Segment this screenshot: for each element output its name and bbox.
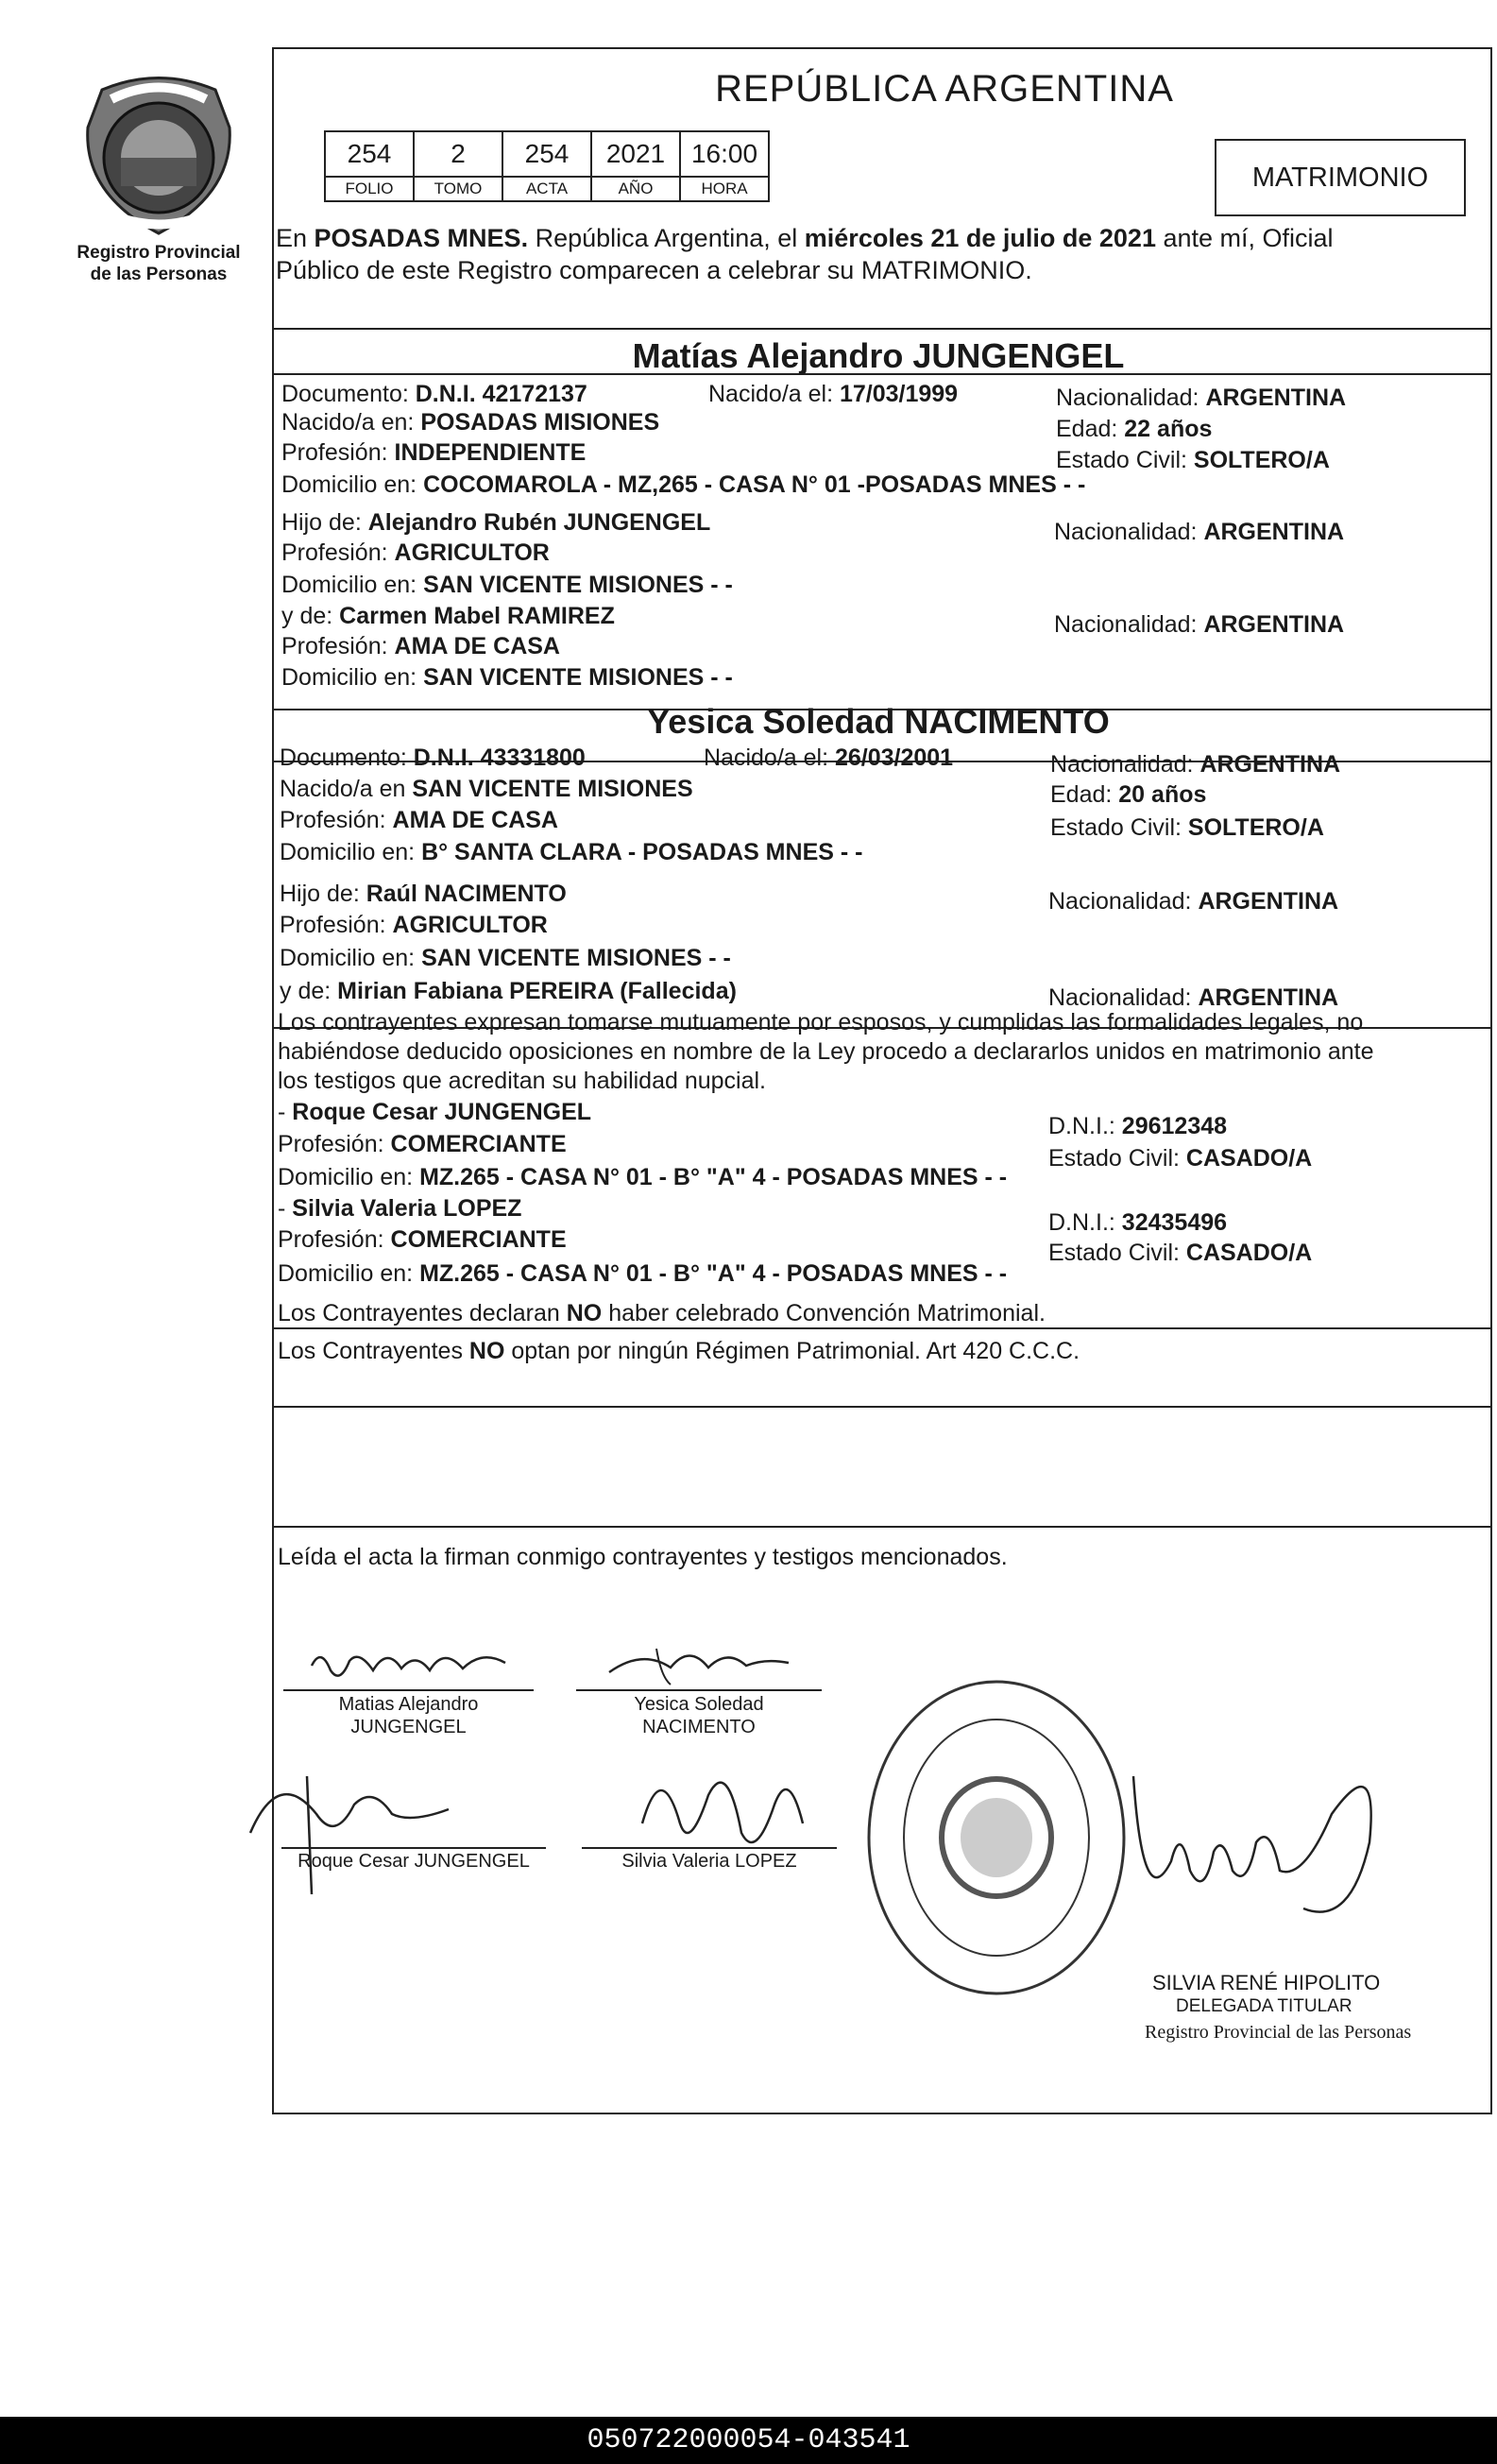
tomo-value: 2 [414,131,502,177]
witness-2-estado-civil: Estado Civil: CASADO/A [1048,1240,1313,1266]
witness-1-domicilio: Domicilio en: MZ.265 - CASA N° 01 - B° "A" 4 - POSADAS MNES - - [278,1164,1008,1190]
country-title: REPÚBLICA ARGENTINA [715,68,1174,110]
witness-1-estado-civil: Estado Civil: CASADO/A [1048,1145,1313,1172]
groom-nacido-en: Nacido/a en: POSADAS MISIONES [281,409,660,436]
groom-nacido-el: Nacido/a el: 17/03/1999 [708,381,959,407]
declaration-line-2: habiéndose deducido oposiciones en nombre de la Ley procedo a declararlos unidos en matrimonio ante [278,1038,1374,1065]
acta-label: ACTA [502,177,591,201]
groom-signature [302,1642,538,1689]
groom-father-domicilio: Domicilio en: SAN VICENTE MISIONES - - [281,572,733,598]
bride-mother-nacionalidad: Nacionalidad: ARGENTINA [1048,984,1339,1011]
groom-domicilio: Domicilio en: COCOMAROLA - MZ,265 - CASA N° 01 -POSADAS MNES - - [281,471,1086,498]
witness-1-signature [241,1757,458,1899]
officer-name: SILVIA RENÉ HIPOLITO [1152,1971,1381,1994]
registry-caption: Registro Provincial de las Personas [77,243,241,284]
witness-2-signature-label: Silvia Valeria LOPEZ [621,1851,797,1872]
groom-mother-profesion: Profesión: AMA DE CASA [281,633,560,659]
bride-father-nacionalidad: Nacionalidad: ARGENTINA [1048,888,1339,915]
folio-label: FOLIO [325,177,414,201]
closing-statement: Leída el acta la firman conmigo contrayentes y testigos mencionados. [278,1544,1008,1570]
groom-father-nacionalidad: Nacionalidad: ARGENTINA [1054,519,1345,545]
groom-mother-nacionalidad: Nacionalidad: ARGENTINA [1054,611,1345,638]
groom-father-name: Hijo de: Alejandro Rubén JUNGENGEL [281,509,711,536]
groom-mother-name: y de: Carmen Mabel RAMIREZ [281,603,615,629]
groom-profesion: Profesión: INDEPENDIENTE [281,439,587,466]
bride-mother-name: y de: Mirian Fabiana PEREIRA (Fallecida) [280,978,737,1004]
bride-father-domicilio: Domicilio en: SAN VICENTE MISIONES - - [280,945,731,971]
intro-line-1: En POSADAS MNES. República Argentina, el miércoles 21 de julio de 2021 ante mí, Oficial [276,224,1334,252]
witness-2-name: - Silvia Valeria LOPEZ [278,1195,522,1222]
officer-signature [1114,1738,1398,1937]
groom-edad: Edad: 22 años [1056,416,1213,442]
witness-2-domicilio: Domicilio en: MZ.265 - CASA N° 01 - B° "A" 4 - POSADAS MNES - - [278,1260,1008,1287]
hora-label: HORA [680,177,769,201]
witness-1-signature-label: Roque Cesar JUNGENGEL [298,1851,530,1872]
registry-logo [74,71,244,241]
groom-signature-label: Matias Alejandro JUNGENGEL [338,1694,479,1737]
bride-nacido-en: Nacido/a en SAN VICENTE MISIONES [280,776,693,802]
groom-mother-domicilio: Domicilio en: SAN VICENTE MISIONES - - [281,664,733,691]
tomo-label: TOMO [414,177,502,201]
bride-edad: Edad: 20 años [1050,781,1207,808]
folio-value: 254 [325,131,414,177]
witness-2-dni: D.N.I.: 32435496 [1048,1209,1228,1236]
hora-value: 16:00 [680,131,769,177]
groom-estado-civil: Estado Civil: SOLTERO/A [1056,447,1330,473]
anio-value: 2021 [591,131,680,177]
bride-nacido-el: Nacido/a el: 26/03/2001 [704,744,954,771]
convention-line-2: Los Contrayentes NO optan por ningún Régimen Patrimonial. Art 420 C.C.C. [278,1338,1080,1364]
anio-label: AÑO [591,177,680,201]
document-code: 050722000054-043541 [0,2417,1497,2464]
bride-father-profesion: Profesión: AGRICULTOR [280,912,548,938]
bride-nacionalidad: Nacionalidad: ARGENTINA [1050,751,1341,778]
bride-father-name: Hijo de: Raúl NACIMENTO [280,881,567,907]
official-stamp [859,1672,1133,2003]
bride-documento: Documento: D.N.I. 43331800 [280,744,586,771]
witness-2-profesion: Profesión: COMERCIANTE [278,1226,567,1253]
bride-signature-label: Yesica Soledad NACIMENTO [634,1694,764,1737]
officer-org: Registro Provincial de las Personas [1145,2022,1412,2043]
bride-domicilio: Domicilio en: B° SANTA CLARA - POSADAS MNES - - [280,839,863,865]
witness-1-profesion: Profesión: COMERCIANTE [278,1131,567,1157]
act-registration-grid [324,130,770,202]
bride-estado-civil: Estado Civil: SOLTERO/A [1050,814,1324,841]
groom-nacionalidad: Nacionalidad: ARGENTINA [1056,385,1347,411]
declaration-line-1: Los contrayentes expresan tomarse mutuamente por esposos, y cumplidas las formalidades legales, no [278,1009,1364,1035]
officer-role: DELEGADA TITULAR [1176,1996,1352,2016]
acta-value: 254 [502,131,591,177]
bride-name: Yesica Soledad NACIMENTO [647,702,1110,741]
groom-name: Matías Alejandro JUNGENGEL [632,336,1125,375]
witness-1-dni: D.N.I.: 29612348 [1048,1113,1228,1139]
bride-signature [604,1639,793,1691]
declaration-line-3: los testigos que acreditan su habilidad nupcial. [278,1068,767,1094]
bride-profesion: Profesión: AMA DE CASA [280,807,558,833]
act-type-box: MATRIMONIO [1215,139,1466,216]
witness-1-name: - Roque Cesar JUNGENGEL [278,1099,592,1125]
intro-line-2: Público de este Registro comparecen a celebrar su MATRIMONIO. [276,256,1032,284]
convention-line-1: Los Contrayentes declaran NO haber celebrado Convención Matrimonial. [278,1300,1046,1326]
groom-documento: Documento: D.N.I. 42172137 [281,381,587,407]
groom-father-profesion: Profesión: AGRICULTOR [281,539,550,566]
